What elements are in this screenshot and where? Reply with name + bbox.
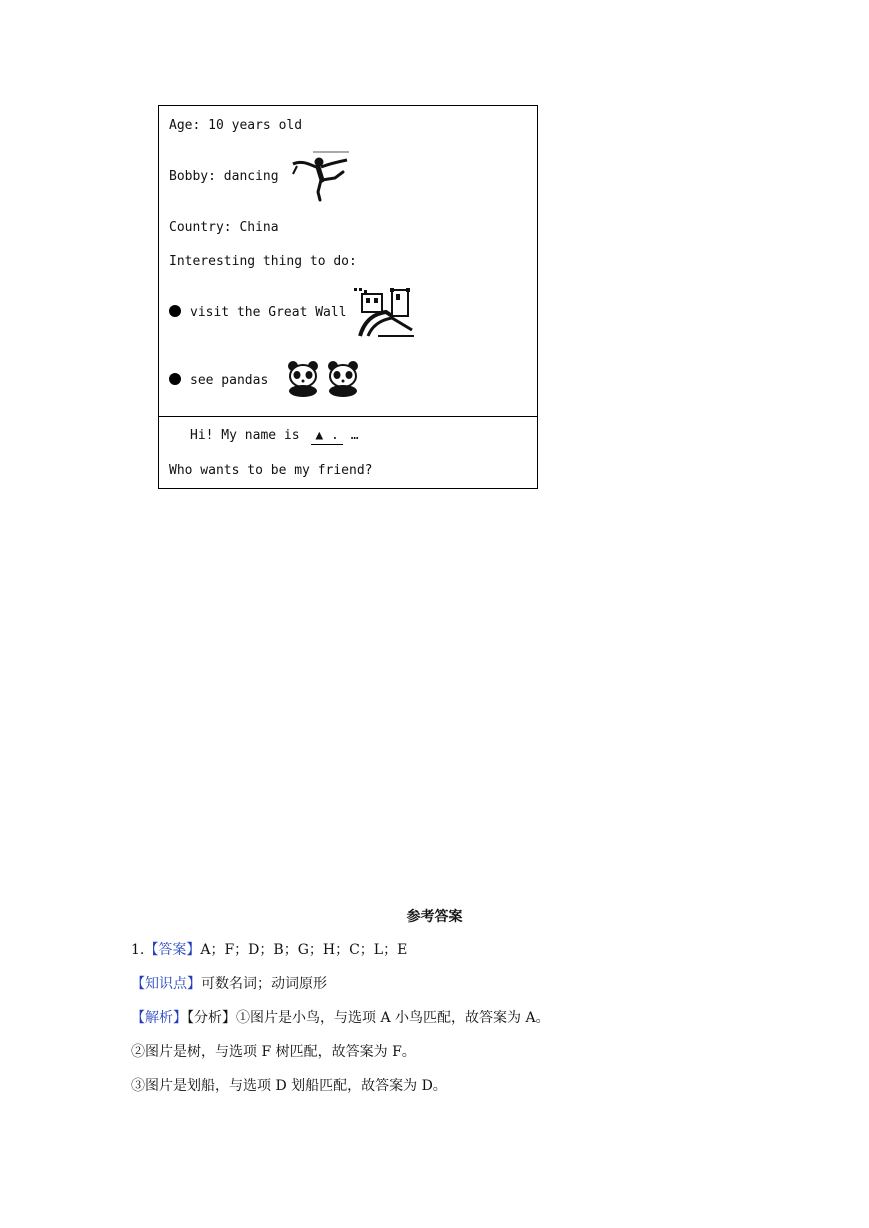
hobby-text: Bobby: dancing — [169, 169, 279, 184]
analysis-line-2: ②图片是树，与选项 F 树匹配，故答案为 F。 — [131, 1044, 416, 1060]
ellipsis: … — [350, 428, 359, 443]
profile-info-section — [159, 106, 537, 417]
answer-line-1 — [131, 940, 407, 960]
answer-tag: 【答案】 — [144, 942, 201, 958]
greeting-line — [190, 428, 359, 445]
analysis-subtag: 【分析】 — [187, 1010, 236, 1026]
list-item-label: see pandas — [190, 373, 269, 388]
profile-card — [158, 105, 538, 489]
greeting-prefix: Hi! My name is — [190, 428, 300, 443]
greeting-section — [159, 417, 537, 488]
analysis-text: ①图片是小鸟，与选项 A 小鸟匹配，故答案为 A。 — [236, 1010, 550, 1026]
great-wall-icon — [352, 286, 416, 338]
knowledge-line — [131, 974, 327, 994]
analysis-line — [131, 1008, 550, 1028]
friend-question: Who wants to be my friend? — [169, 463, 373, 478]
dancer-icon — [291, 150, 351, 204]
knowledge-tag: 【知识点】 — [131, 976, 201, 992]
answer-title: 参考答案 — [406, 909, 463, 925]
bullet-icon — [169, 373, 181, 385]
analysis-line-3: ③图片是划船，与选项 D 划船匹配，故答案为 D。 — [131, 1078, 447, 1094]
answer-text: A；F；D；B；G；H；C；L；E — [200, 942, 408, 958]
bullet-icon — [169, 305, 181, 317]
interesting-heading: Interesting thing to do: — [169, 254, 357, 269]
question-number: 1. — [131, 942, 145, 958]
name-blank: ▲ . — [311, 428, 342, 445]
age-text: Age: 10 years old — [169, 118, 303, 133]
country-text: Country: China — [169, 220, 279, 235]
list-item-pandas — [169, 373, 268, 389]
list-item-label: visit the Great Wall — [190, 305, 347, 320]
knowledge-text: 可数名词；动词原形 — [201, 976, 327, 992]
analysis-tag: 【解析】 — [131, 1010, 187, 1026]
pandas-icon — [283, 358, 367, 398]
list-item-great-wall — [169, 305, 347, 321]
